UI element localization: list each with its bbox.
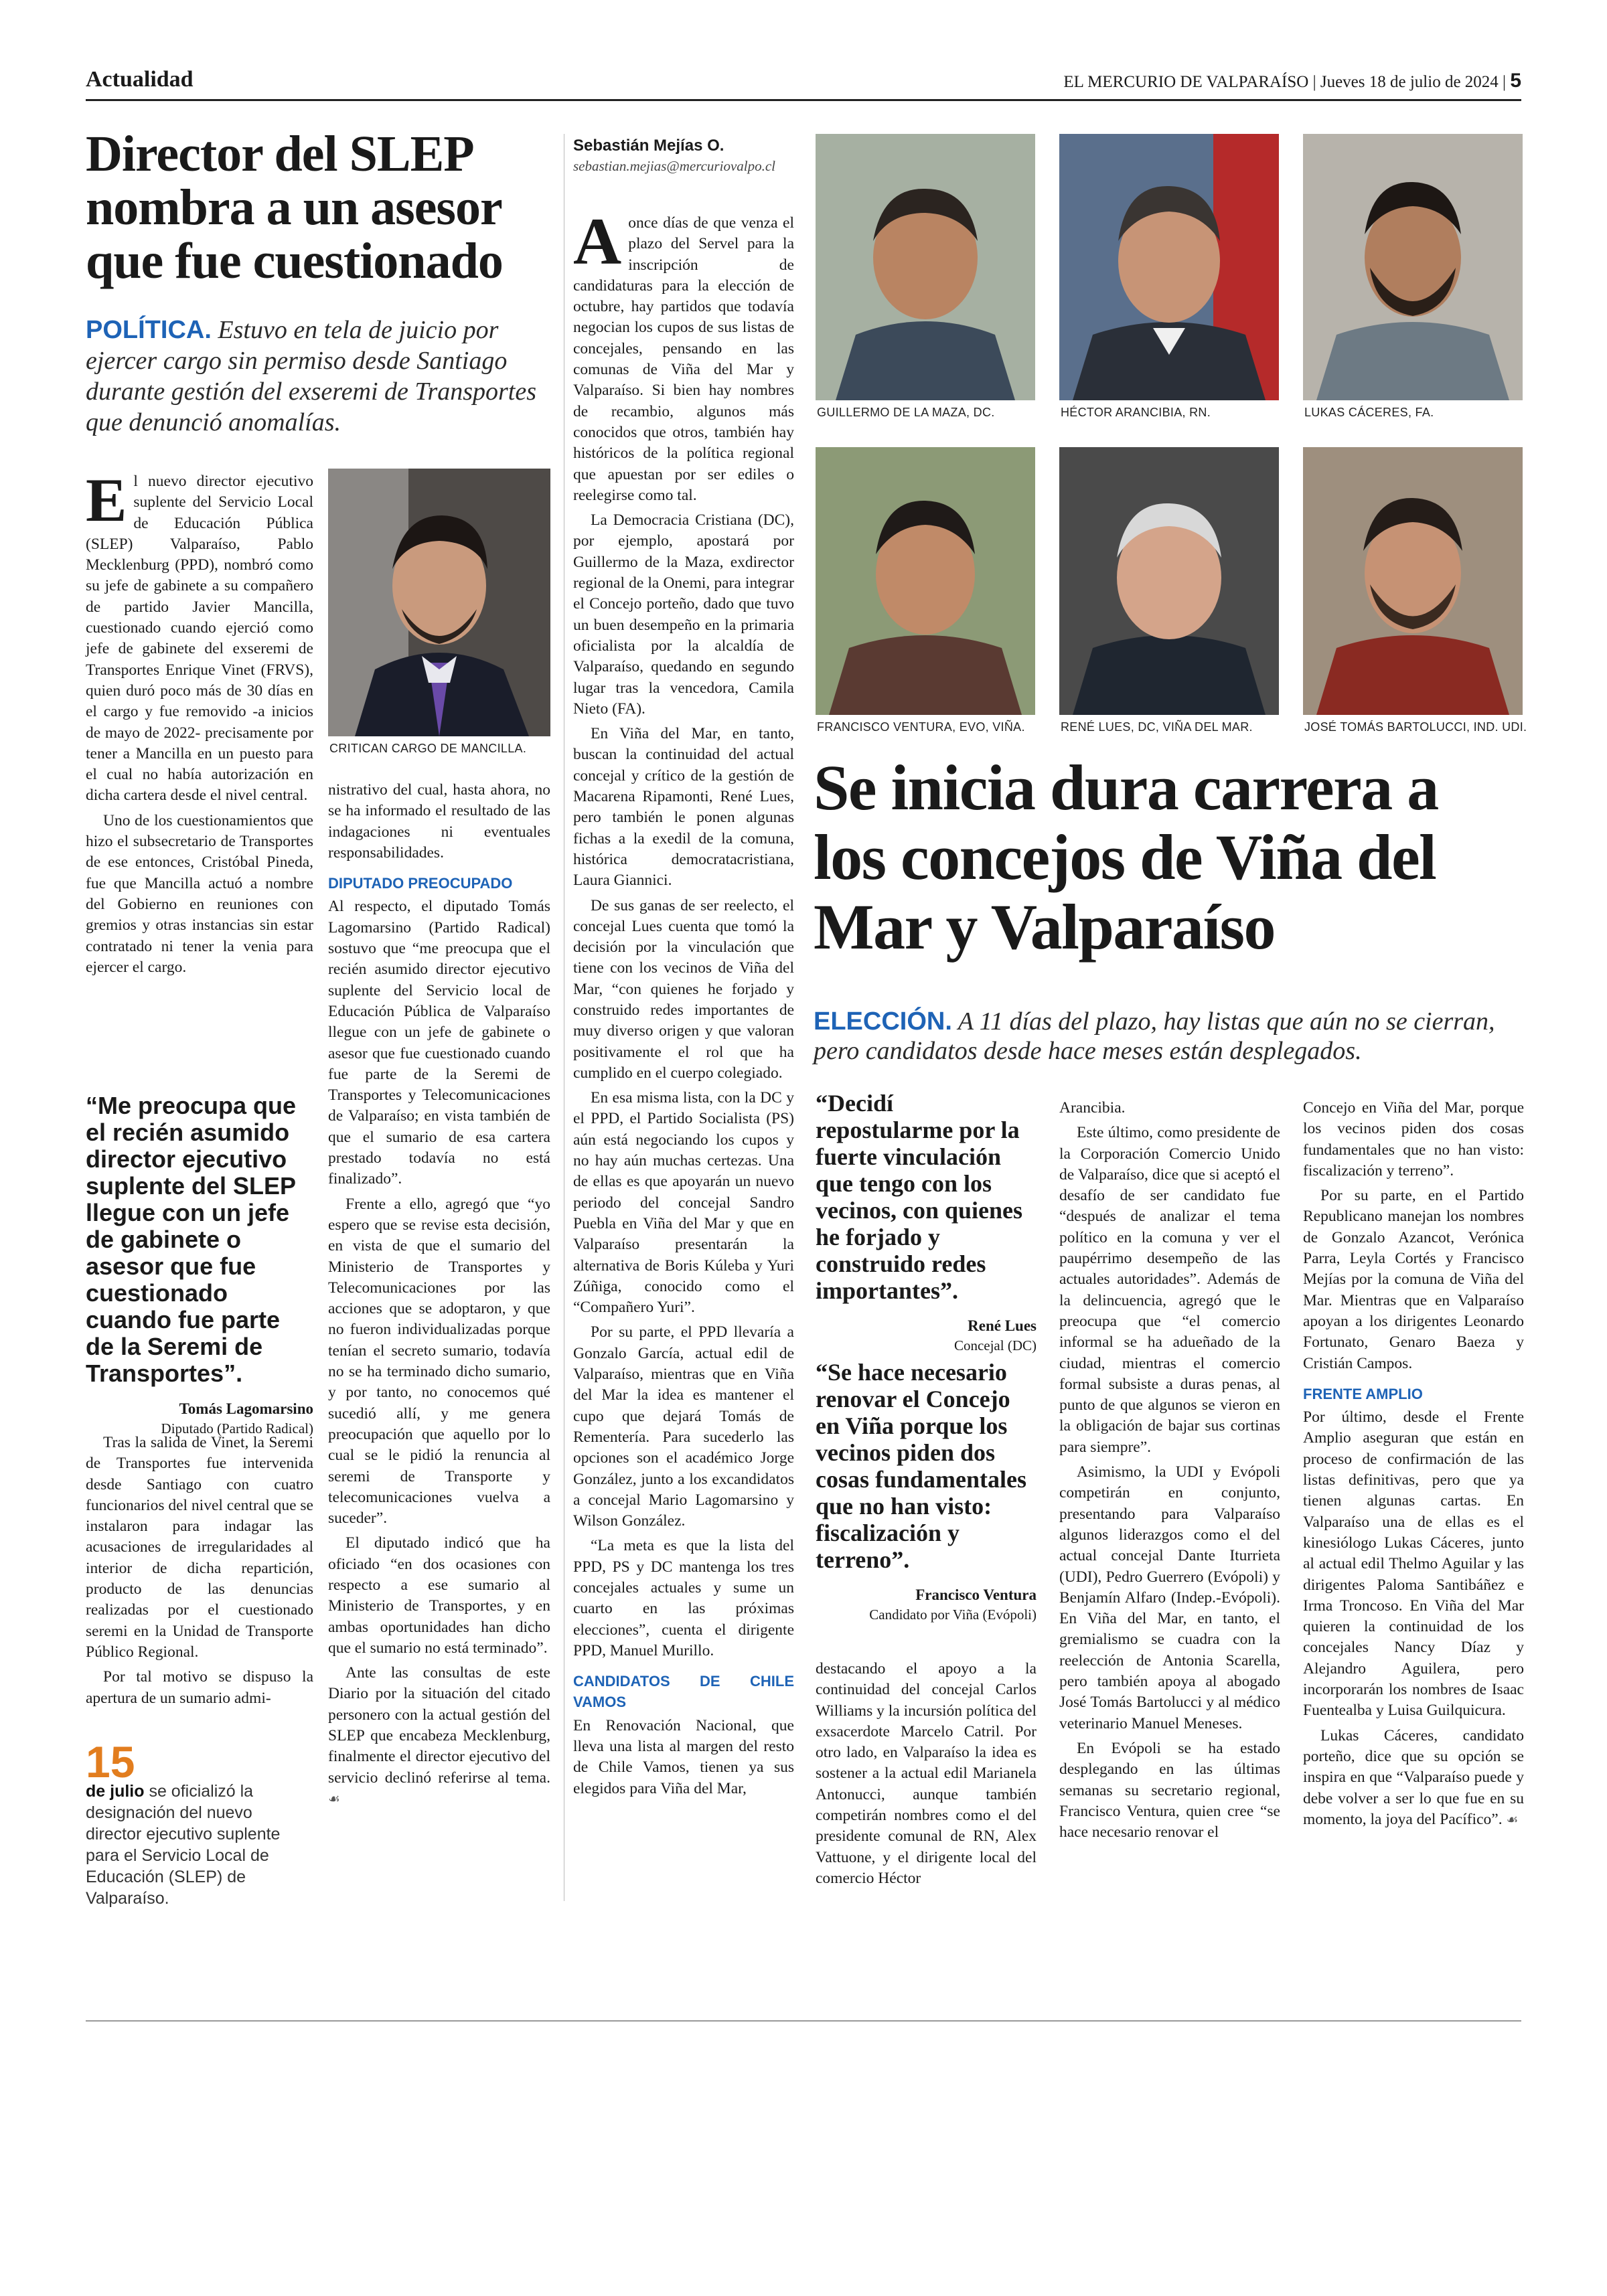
caption-rene: RENÉ LUES, DC, VIÑA DEL MAR.: [1061, 720, 1253, 734]
pullquote-role: Candidato por Viña (Evópoli): [869, 1607, 1037, 1623]
portrait-illustration: [328, 469, 550, 736]
pullquote-author: René Lues: [968, 1317, 1037, 1334]
mancilla-photo-caption: CRITICAN CARGO DE MANCILLA.: [329, 742, 527, 755]
lues-pullquote: [816, 1090, 1037, 1354]
left-col1-para: Por tal motivo se dispuso la apertura de un sumario admi-: [86, 1668, 313, 1707]
portrait-illustration: [1059, 134, 1279, 400]
caption-guillermo: GUILLERMO DE LA MAZA, DC.: [817, 406, 995, 419]
right-article-deck: [814, 1007, 1523, 1066]
left-col2-para: Frente a ello, agregó que “yo espero que se revise esta decisión, en vista de que el sumario del Ministerio de Transportes y Telecomunicaciones por las acciones que se adoptaron, y que no fueron individualizadas porque tenían el secreto sumario, todavía no se ha terminado dicho sumario, y por tanto, no conocemos qué sucedió allí, y me genera preocupación que aquello por lo cual se le pidió la renuncia al seremi de Transporte y telecomunicaciones vuelva a suceder”.: [328, 1195, 550, 1528]
photo-guillermo-de-la-maza: [816, 134, 1035, 400]
caption-francisco: FRANCISCO VENTURA, EVO, VIÑA.: [817, 720, 1025, 734]
byline-email: sebastian.mejias@mercuriovalpo.cl: [573, 158, 775, 174]
portrait-illustration: [1303, 134, 1523, 400]
photo-hector-arancibia: [1059, 134, 1279, 400]
stat-text: se oficializó la designación del nuevo director ejecutivo suplente para el Servicio Local de Educación (SLEP) de Valparaíso.: [86, 1782, 281, 1908]
left-col1-para: Uno de los cuestionamientos que hizo el subsecretario de Transportes de ese entonces, Cristóbal Pineda, fue que Mancilla actuó a nombre del Gobierno en reuniones con gremios y otras instancias sin estar contratado ni tener la venia para ejercer el cargo.: [86, 811, 313, 976]
left-col2-para: Ante las consultas de este Diario por la situación del citado personero con la actual gestión del SLEP que encabeza Mecklenburg, finalmente el director ejecutivo del servicio declinó referirse al tema. ☙: [328, 1664, 550, 1807]
stat-number: 15: [86, 1737, 135, 1787]
right-col3-para: Asimismo, la UDI y Evópoli competirán en conjunto, presentando para Valparaíso algunos liderazgos como el del actual concejal Dante Iturrieta (UDI), Pedro Guerrero (Evópoli) y Benjamín Alfaro (Indep.-Evópoli). En Viña del Mar, en tanto, el gremialismo se cuadra con la reelección de Antonia Scarella, pero también apoya al abogado José Tomás Bartolucci y al médico veterinario Manuel Meneses.: [1059, 1463, 1280, 1732]
right-col1-para: Por su parte, el PPD llevaría a Gonzalo García, actual edil de Valparaíso, mientras que en Viña del Mar la idea es mantener el cupo que dejará Tomás de Rementería. Para sucederlo las opciones son el académico Jorge González, junto a los excandidatos a concejal Mario Lagomarsino y Wilson González.: [573, 1323, 794, 1530]
left-col1-top: [86, 466, 313, 982]
right-col3-para: Este último, como presidente de la Corporación Comercio Unido de Valparaíso, dice que si aceptó el desafío de ser candidato fue “después de analizar el tema político en la comuna y ver el paupérrimo desempeño de las actuales autoridades”. Además de la delincuencia, agregó que le preocupa que “el comercio informal se ha adueñado de la ciudad, mientras el comercio formal subsiste a duras penas, al punto de que algunos se vieron en la obligación de bajar sus cortinas para siempre”.: [1059, 1124, 1280, 1456]
left-col1-para: Tras la salida de Vinet, la Seremi de Transportes fue intervenida desde Santiago con cuatro funcionarios del nivel central que se instalaron para indagar las acusaciones de irregularidades al interior de dicha repartición, producto de las denuncias realizadas por el cuestionado seremi en la Unidad de Transporte Público Regional.: [86, 1434, 313, 1661]
right-col1-para: La Democracia Cristiana (DC), por ejemplo, apostará por Guillermo de la Maza, exdirector regional de la Onemi, para integrar el Concejo porteño, dado que tuvo un buen desempeño en la primaria oficialista por la alcaldía de Valparaíso, quedando en segundo lugar tras la vencedora, Camila Nieto (FA).: [573, 511, 794, 718]
left-article-kicker: POLÍTICA.: [86, 316, 212, 344]
right-col4-para: Concejo en Viña del Mar, porque los vecinos piden dos cosas fundamentales que no han visto: fiscalización y terreno”.: [1303, 1099, 1524, 1179]
issue-date: Jueves 18 de julio de 2024: [1320, 73, 1499, 91]
right-col4-para: Por último, desde el Frente Amplio aseguran que están en proceso de confirmación de las listas definitivas, pero que ya tienen algunas cartas. En Valparaíso una de ellas es el kinesiólogo Lukas Cáceres, junto al actual edil Thelmo Aguilar y las dirigentes Paloma Santibáñez e Irma Troncoso. En Viña del Mar quieren la continuidad de los concejales Nancy Díaz y Alejandro Aguilera, pero incorporarán los nombres de Isaac Fuentealba y Luisa Guilquicura.: [1303, 1408, 1524, 1720]
bottom-rule: [86, 2020, 1521, 2022]
portrait-illustration: [816, 134, 1035, 400]
left-col2-para: Al respecto, el diputado Tomás Lagomarsino (Partido Radical) sostuvo que “me preocupa que el recién asumido director ejecutivo suplente del Servicio local de Educación Pública de Valparaíso llegue con un jefe de gabinete o asesor que fue cuestionado cuando fue parte de la Seremi de Transportes y Telecomunicaciones de Valparaíso; en vista también de que el sumario de esa cartera prestado todavía no está finalizado”.: [328, 898, 550, 1188]
newspaper-name: EL MERCURIO DE VALPARAÍSO: [1063, 73, 1309, 91]
right-col1-para: En esa misma lista, con la DC y el PPD, el Partido Socialista (PS) aún está negociando los cupos y no hay aún muchas certezas. Una de ellas es que apoyarán un nuevo periodo del concejal Sandro Puebla en Viña del Mar y que en Valparaíso presentarán la alternativa de Boris Kúleba y Yuri Zúñiga, conocido como el “Compañero Yuri”.: [573, 1089, 794, 1317]
right-col1-para: En Viña del Mar, en tanto, buscan la continuidad del actual concejal y crítico de la gestión de Macarena Ripamonti, René Lues, pero también le ponen algunas fichas a la exedil de la comuna, histórica democratacristiana, Laura Giannici.: [573, 725, 794, 890]
left-col1-para: El nuevo director ejecutivo suplente del Servicio Local de Educación Pública (SLEP) Valparaíso, Pablo Mecklenburg (PPD), nombró como su jefe de gabinete a su compañero de partido Javier Mancilla, cuestionado cuando ejerció como jefe de gabinete del exseremi de Transportes Enrique Vinet (FRVS), quien duró poco más de 30 días en el cargo y fue removido -a inicios de mayo de 2022- precisamente por tener a Mancilla en un puesto para el cual no había autorización en dicha cartera desde el nivel central.: [86, 466, 313, 805]
masthead-info: EL MERCURIO DE VALPARAÍSO | Jueves 18 de julio de 2024 | 5: [1063, 70, 1521, 92]
pullquote-text: “Decidí repostularme por la fuerte vinculación que tengo con los vecinos, con quienes he forjado y construido redes importantes”.: [816, 1090, 1023, 1304]
right-col1-para: A once días de que venza el plazo del Servel para la inscripción de candidaturas para la elección de octubre, hay partidos que todavía negocian los cupos de sus listas de concejales, pensando en las comunas de Viña del Mar y Valparaíso. Si bien hay nombres de recambio, algunos más conocidos que otros, también hay históricos de la política regional que apuestan por ser ediles o reelegirse como tal.: [573, 204, 794, 504]
left-col2-para: nistrativo del cual, hasta ahora, no se ha informado el resultado de las indagaciones ni eventuales responsabilidades.: [328, 781, 550, 862]
right-col4-para: Lukas Cáceres, candidato porteño, dice que su opción se inspira en que “Valparaíso puede y debe volver a ser lo que fue en su momento, la joya del Pacífico”. ☙: [1303, 1726, 1524, 1828]
dropcap-e: E: [86, 466, 127, 534]
pullquote-author: Francisco Ventura: [915, 1586, 1037, 1603]
right-article-deck-text: A 11 días del plazo, hay listas que aún no se cierran, pero candidatos desde hace meses están desplegados.: [814, 1007, 1495, 1065]
pullquote-role: Diputado (Partido Radical): [161, 1420, 313, 1437]
right-col1-para: “La meta es que la lista del PPD, PS y DC mantenga los tres concejales actuales y sume un cuarto en las próximas elecciones”, cuenta el dirigente PPD, Manuel Murillo.: [573, 1537, 794, 1659]
end-mark-icon: ☙: [1506, 1811, 1519, 1827]
byline-name: Sebastián Mejías O.: [573, 137, 724, 155]
left-col2: [328, 780, 550, 1813]
caption-hector: HÉCTOR ARANCIBIA, RN.: [1061, 406, 1211, 419]
photo-jose-tomas-bartolucci: [1303, 447, 1523, 715]
pullquote-author: Tomás Lagomarsino: [179, 1400, 313, 1417]
portrait-illustration: [1059, 447, 1279, 715]
right-col1: [573, 204, 794, 1803]
left-article-deck-text: Estuvo en tela de juicio por ejercer cargo sin permiso desde Santiago durante gestión del exseremi de Transportes que denunció anomalías.: [86, 316, 537, 436]
pullquote-text: “Se hace necesario renovar el Concejo en Viña porque los vecinos piden dos cosas fundamentales que no han visto: fiscalización y terreno”.: [816, 1359, 1027, 1573]
dropcap-a: A: [573, 204, 622, 278]
right-col1-para: De sus ganas de ser reelecto, el concejal Lues cuenta que tomó la decisión por la vinculación que tiene con los vecinos de Viña del Mar, “con quienes he forjado y construido redes importantes de muy diverso origen y que valoran positivamente el rol que ha cumplido en el cuerpo colegiado.: [573, 896, 794, 1082]
right-col3-para: Arancibia.: [1059, 1099, 1126, 1117]
right-col1-para: En Renovación Nacional, que lleva una lista al margen del resto de Chile Vamos, tienen ya sus elegidos para Viña del Mar,: [573, 1716, 794, 1797]
left-col2-para: El diputado indicó que ha oficiado “en dos ocasiones con respecto a ese sumario al Ministerio de Transportes, y en ambas oportunidades han dicho que el sumario no está terminado”.: [328, 1534, 550, 1657]
subhead-diputado: DIPUTADO PREOCUPADO: [328, 875, 513, 892]
lagomarsino-pullquote: [86, 1092, 313, 1437]
photo-lukas-caceres: [1303, 134, 1523, 400]
right-article-kicker: ELECCIÓN.: [814, 1007, 952, 1036]
subhead-chile-vamos: CANDIDATOS DE CHILE VAMOS: [573, 1673, 794, 1711]
subhead-frente-amplio: FRENTE AMPLIO: [1303, 1385, 1423, 1402]
caption-jose-tomas: JOSÉ TOMÁS BARTOLUCCI, IND. UDI.: [1304, 720, 1527, 734]
left-article-deck: [86, 315, 554, 438]
portrait-illustration: [816, 447, 1035, 715]
mancilla-photo: [328, 469, 550, 736]
portrait-illustration: [1303, 447, 1523, 715]
ventura-pullquote: [816, 1359, 1037, 1623]
right-col3: [1059, 1098, 1280, 1847]
photo-rene-lues: [1059, 447, 1279, 715]
right-col2-para: destacando el apoyo a la continuidad del concejal Carlos Williams y la incursión política del exsacerdote Marcelo Catril. Por otro lado, en Valparaíso la idea es sostener a la actual edil Marianela Antonucci, aunque también competirán nombres como el del presidente comunal de RN, Alex Vattuone, y el dirigente local del comercio Héctor: [816, 1660, 1037, 1887]
caption-lukas: LUKAS CÁCERES, FA.: [1304, 406, 1434, 419]
top-rule: [86, 99, 1521, 101]
section-label: Actualidad: [86, 67, 194, 92]
right-col4: [1303, 1098, 1524, 1834]
left-article-headline: Director del SLEP nombra a un asesor que fue cuestionado: [86, 126, 503, 289]
pullquote-role: Concejal (DC): [953, 1337, 1037, 1354]
left-col1-bottom: [86, 1432, 313, 1713]
pullquote-text: “Me preocupa que el recién asumido director ejecutivo suplente del SLEP llegue con un jefe de gabinete o asesor que fue cuestionado cuando fue parte de la Seremi de Transportes”.: [86, 1092, 297, 1387]
right-col3-para: En Evópoli se ha estado desplegando en las últimas semanas su secretario regional, Francisco Ventura, quien cree “se hace necesario renovar el: [1059, 1739, 1280, 1841]
page-number: 5: [1510, 70, 1521, 92]
stat-description: [86, 1781, 307, 1909]
right-col2: [816, 1659, 1037, 1893]
right-article-headline: Se inicia dura carrera a los concejos de Viña del Mar y Valparaíso: [814, 752, 1438, 963]
right-col4-para: Por su parte, en el Partido Republicano manejan los nombres de Gonzalo Azancot, Verónica Parra, Leyla Cortés y Francisco Mejías por la comuna de Viña del Mar. Mientras que en Valparaíso apoyan a los dirigentes Leonardo Fortunato, Genaro Baeza y Cristián Campos.: [1303, 1187, 1524, 1372]
end-mark-icon: ☙: [328, 1790, 340, 1807]
photo-francisco-ventura: [816, 447, 1035, 715]
byline: [573, 137, 794, 175]
stat-bold: de julio: [86, 1782, 145, 1801]
